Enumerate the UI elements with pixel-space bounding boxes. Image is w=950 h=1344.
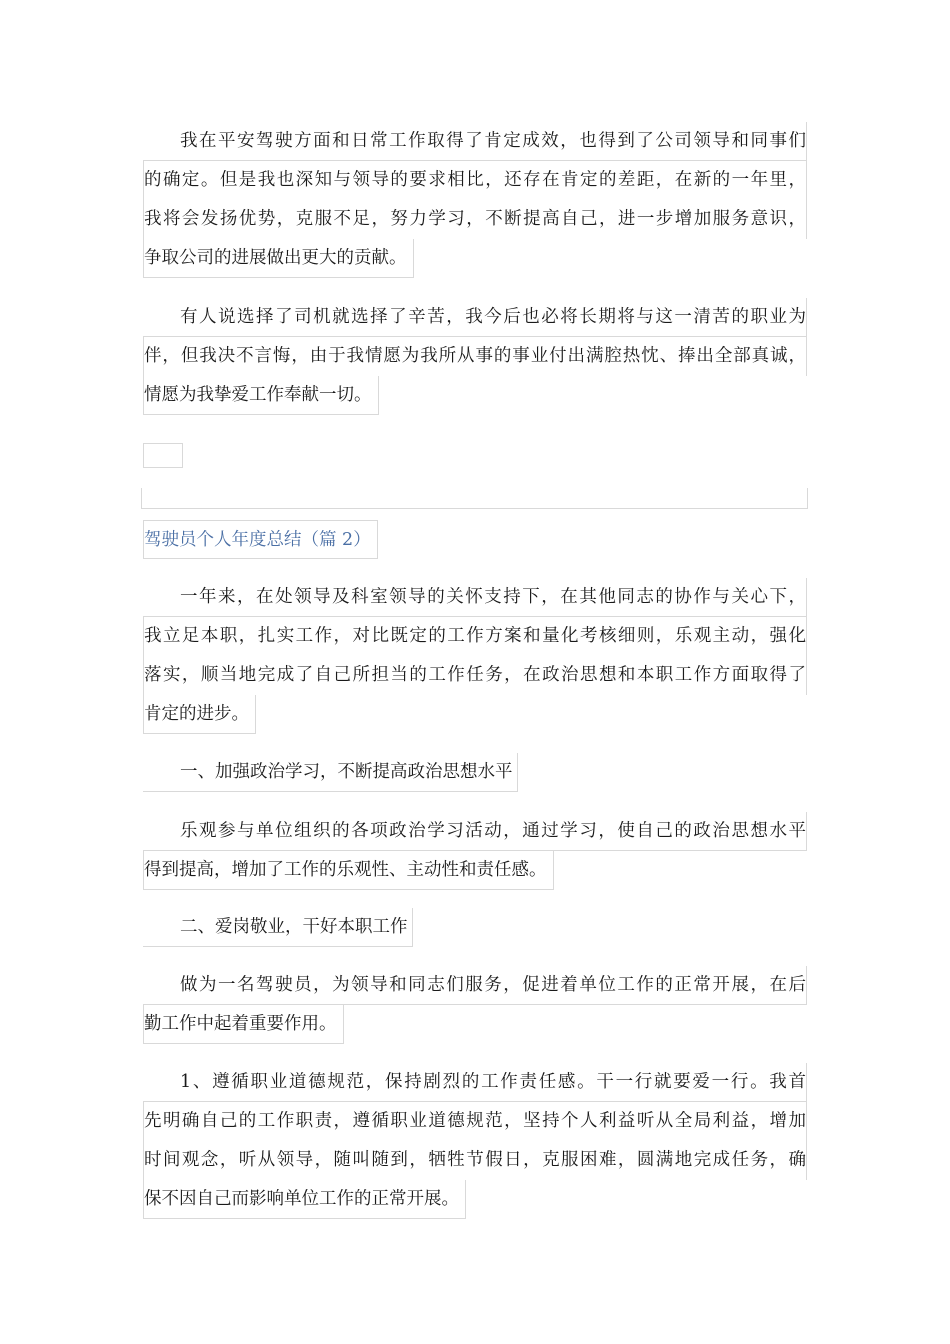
section-2-title (143, 908, 413, 951)
text-line: 争取公司的进展做出更大的贡献。 (143, 239, 414, 278)
text-line: 我立足本职，扎实工作，对比既定的工作方案和量化考核细则，乐观主动，强化 (143, 617, 807, 656)
text-line: 1、遵循职业道德规范，保持剧烈的工作责任感。干一行就要爱一行。我首 (143, 1063, 807, 1102)
text-line: 保不因自己而影响单位工作的正常开展。 (143, 1180, 466, 1219)
empty-text-box (141, 488, 808, 509)
text-line: 做为一名驾驶员，为领导和同志们服务，促进着单位工作的正常开展，在后 (143, 966, 807, 1005)
paragraph-1 (143, 122, 807, 282)
paragraph-6 (143, 1063, 807, 1223)
paragraph-4 (143, 812, 807, 894)
text-line: 一、加强政治学习，不断提高政治思想水平 (143, 753, 518, 792)
paragraph-5 (143, 966, 807, 1048)
text-line: 乐观参与单位组织的各项政治学习活动，通过学习，使自己的政治思想水平 (143, 812, 807, 851)
text-line: 一年来，在处领导及科室领导的关怀支持下，在其他同志的协作与关心下， (143, 578, 807, 617)
text-line: 的确定。但是我也深知与领导的要求相比，还存在肯定的差距，在新的一年里， (143, 161, 807, 200)
text-line: 情愿为我挚爱工作奉献一切。 (143, 376, 379, 415)
text-line: 伴，但我决不言悔，由于我情愿为我所从事的事业付出满腔热忱、捧出全部真诚， (143, 337, 807, 376)
heading-title: 驾驶员个人年度总结（篇 2） (143, 520, 378, 559)
text-line: 有人说选择了司机就选择了辛苦，我今后也必将长期将与这一清苦的职业为 (143, 298, 807, 337)
text-line: 落实，顺当地完成了自己所担当的工作任务，在政治思想和本职工作方面取得了 (143, 656, 807, 695)
text-line: 我在平安驾驶方面和日常工作取得了肯定成效，也得到了公司领导和同事们 (143, 122, 807, 161)
text-line: 二、爱岗敬业，干好本职工作 (143, 908, 413, 947)
text-line: 勤工作中起着重要作用。 (143, 1005, 344, 1044)
text-line: 我将会发扬优势，克服不足，努力学习，不断提高自己，进一步增加服务意识， (143, 200, 807, 239)
section-1-title (143, 753, 518, 796)
text-line: 得到提高，增加了工作的乐观性、主动性和责任感。 (143, 851, 554, 890)
empty-text-box (143, 443, 183, 468)
text-line: 时间观念，听从领导，随叫随到，牺牲节假日，克服困难，圆满地完成任务，确 (143, 1141, 807, 1180)
text-line: 先明确自己的工作职责，遵循职业道德规范，坚持个人利益听从全局利益，增加 (143, 1102, 807, 1141)
section-heading (143, 520, 378, 563)
paragraph-2 (143, 298, 807, 419)
paragraph-3 (143, 578, 807, 738)
text-line: 肯定的进步。 (143, 695, 256, 734)
